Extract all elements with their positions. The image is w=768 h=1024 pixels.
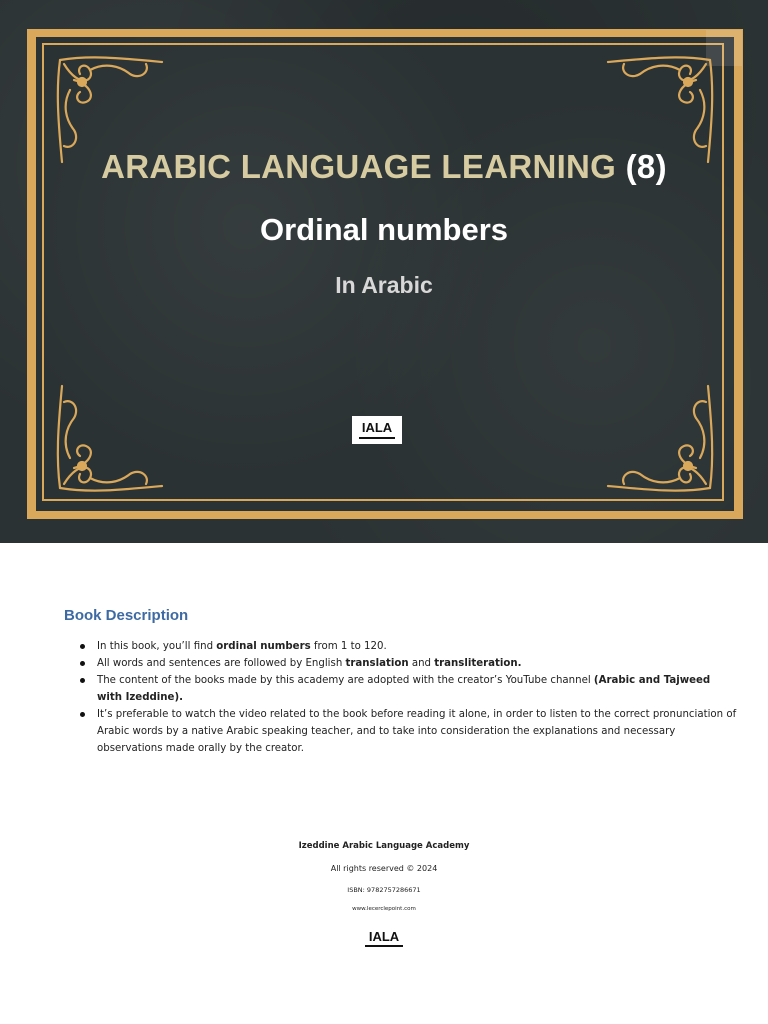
list-item — [97, 706, 737, 757]
cover-logo-text: IALA — [361, 420, 393, 435]
list-item-bold: (Arabic and Tajweed with Izeddine). — [97, 675, 711, 703]
ornament-icon — [600, 378, 720, 498]
ornament-icon — [50, 378, 170, 498]
list-item-text: The content of the books made by this academy are adopted with the creator’s YouTube channel — [97, 675, 594, 686]
list-item-bold: ordinal numbers — [216, 641, 311, 652]
cover-title — [0, 148, 768, 186]
cover-subtitle: Ordinal numbers — [259, 212, 509, 247]
footer-logo-text: IALA — [368, 929, 400, 944]
footer-academy: Izeddine Arabic Language Academy — [298, 841, 470, 851]
list-item-bold: transliteration. — [434, 658, 522, 669]
list-item — [97, 672, 737, 706]
footer-logo — [364, 930, 404, 947]
cover-logo — [352, 416, 402, 444]
footer-isbn: ISBN: 9782757286671 — [347, 886, 421, 894]
description-list — [64, 638, 737, 757]
cover-title-number: (8) — [625, 148, 667, 185]
cover-title-main: ARABIC LANGUAGE LEARNING — [101, 148, 617, 185]
list-item-bold: translation — [345, 658, 409, 669]
logo-underline — [365, 945, 403, 947]
cover-subtitle-secondary: In Arabic — [335, 272, 433, 298]
list-item-text: from 1 to 120. — [310, 641, 387, 652]
list-item-text: and — [408, 658, 435, 669]
logo-underline — [359, 437, 395, 439]
list-item-text: In this book, you’ll find — [97, 641, 217, 652]
list-item-text: It’s preferable to watch the video related to the book before reading it alone, in order to listen to the correct pronunciation of Arabic words by a native Arabic speaking teacher, and to take into consideration the explanations and necessary observations made orally by the creator. — [97, 709, 737, 754]
list-item — [97, 655, 737, 672]
footer-website[interactable]: www.lecerclepoint.com — [352, 906, 416, 912]
description-heading: Book Description — [64, 607, 189, 624]
list-item-text: All words and sentences are followed by English — [97, 658, 346, 669]
footer-rights: All rights reserved © 2024 — [330, 864, 438, 873]
list-item — [97, 638, 737, 655]
